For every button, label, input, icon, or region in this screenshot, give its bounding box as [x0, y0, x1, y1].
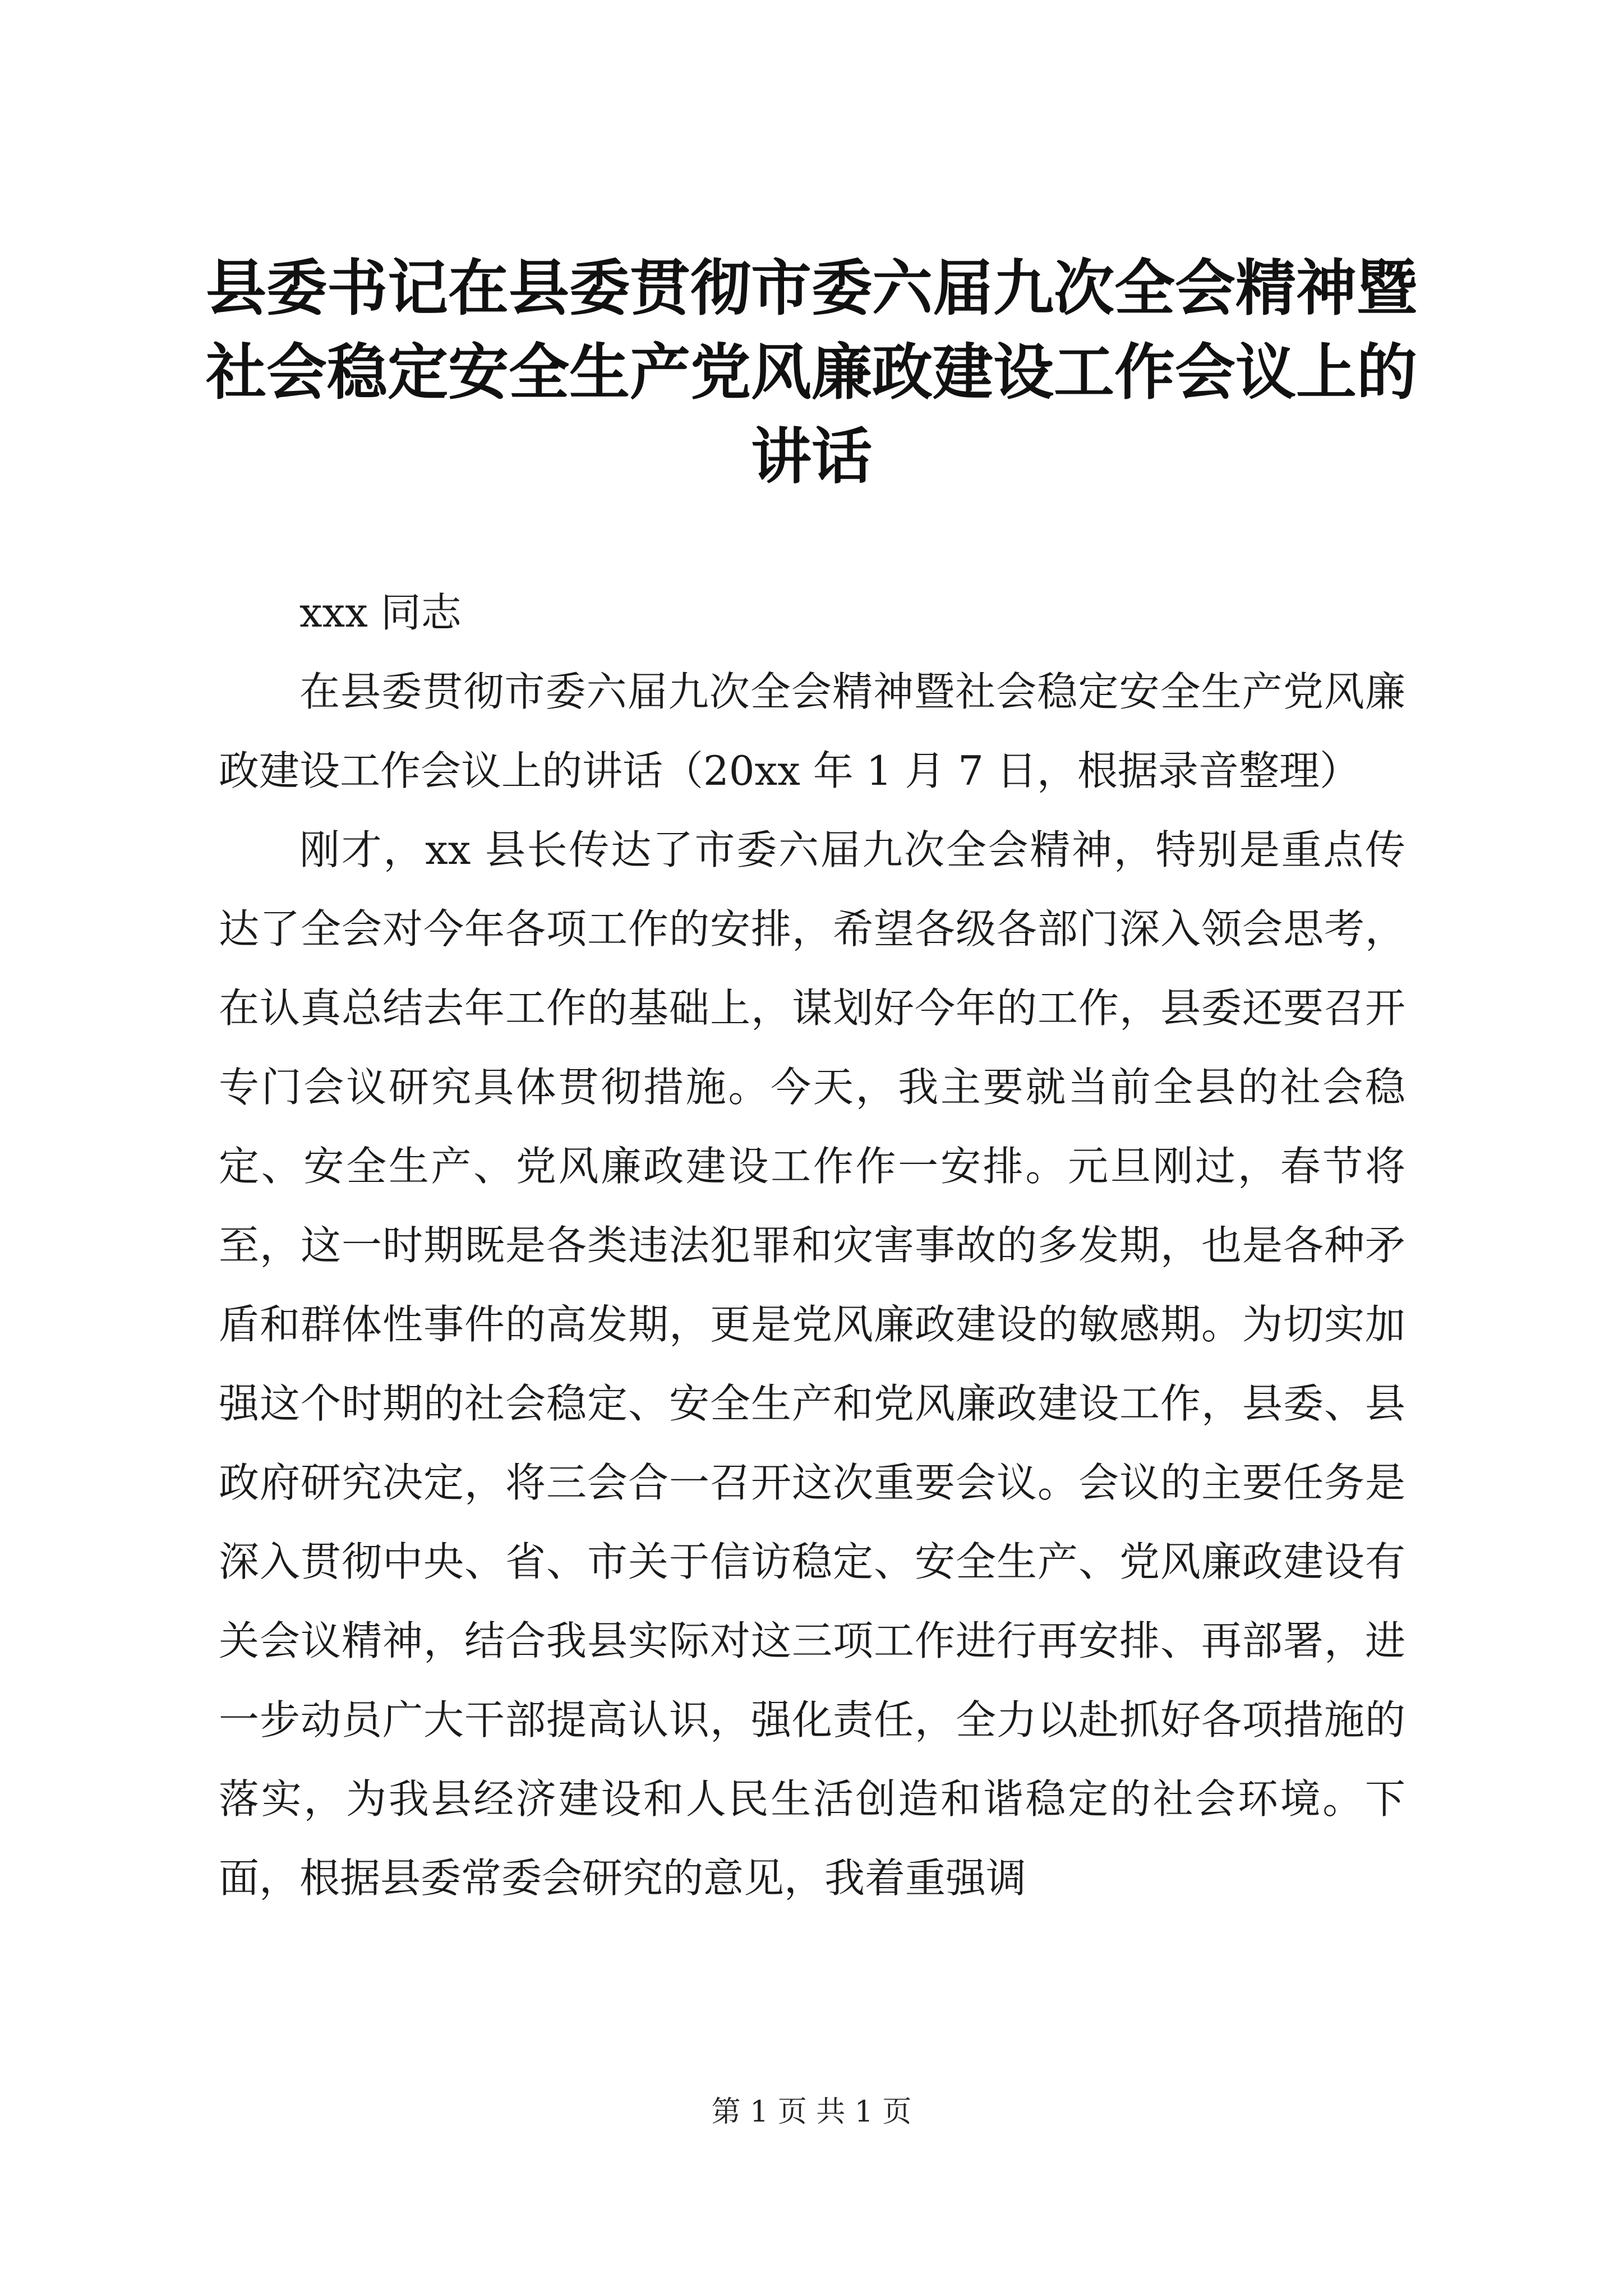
title-line-1: 县委书记在县委贯彻市委六届九次全会精神暨 [205, 254, 1417, 324]
title-line-2: 社会稳定安全生产党风廉政建设工作会议上的 [205, 338, 1417, 408]
document-title [202, 247, 1421, 499]
salutation: xxx 同志 [299, 589, 462, 636]
page-footer [0, 2090, 1623, 2134]
document-body [219, 573, 1405, 1918]
paragraph-speech-heading: 在县委贯彻市委六届九次全会精神暨社会稳定安全生产党风廉政建设工作会议上的讲话（20xx 年 1 月 7 日，根据录音整理） [219, 668, 1405, 794]
paragraph-main-text: 刚才，xx 县长传达了市委六届九次全会精神，特别是重点传达了全会对今年各项工作的安排，希望各级各部门深入领会思考，在认真总结去年工作的基础上，谋划好今年的工作，县委还要召开专门会议研究具体贯彻措施。今天，我主要就当前全县的社会稳定、安全生产、党风廉政建设工作作一安排。元旦刚过，春节将至，这一时期既是各类违法犯罪和灾害事故的多发期，也是各种矛盾和群体性事件的高发期，更是党风廉政建设的敏感期。为切实加强这个时期的社会稳定、安全生产和党风廉政建设工作，县委、县政府研究决定，将三会合一召开这次重要会议。会议的主要任务是深入贯彻中央、省、市关于信访稳定、安全生产、党风廉政建设有关会议精神，结合我县实际对这三项工作进行再安排、再部署，进一步动员广大干部提高认识，强化责任，全力以赴抓好各项措施的落实，为我县经济建设和人民生活创造和谐稳定的社会环境。下面，根据县委常委会研究的意见，我着重强调 [219, 826, 1405, 1902]
title-line-3: 讲话 [750, 422, 872, 492]
page-number: 第 1 页 共 1 页 [711, 2095, 912, 2129]
